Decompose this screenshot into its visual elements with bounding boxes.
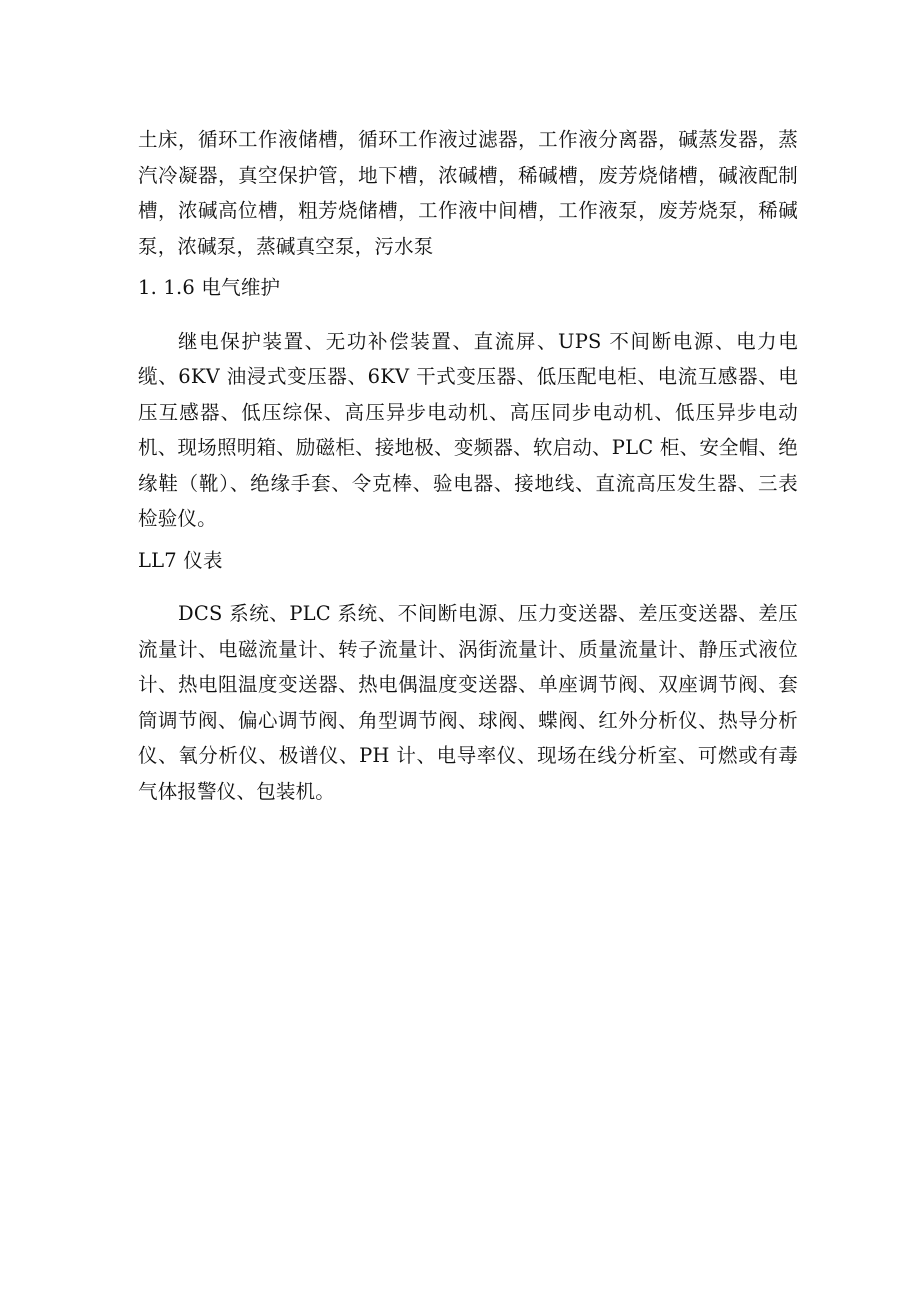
section-heading-electrical-maintenance: 1. 1.6 电气维护: [138, 276, 281, 299]
instruments-paragraph: DCS 系统、PLC 系统、不间断电源、压力变送器、差压变送器、差压流量计、电磁流量计、转子流量计、涡街流量计、质量流量计、静压式液位计、热电阻温度变送器、热电偶温度变送器、单座调节阀、双座调节阀、套筒调节阀、偏心调节阀、角型调节阀、球阀、蝶阀、红外分析仪、热导分析仪、氧分析仪、极谱仪、PH 计、电导率仪、现场在线分析室、可燃或有毒气体报警仪、包装机。: [138, 602, 798, 803]
electrical-maintenance-paragraph: 继电保护装置、无功补偿装置、直流屏、UPS 不间断电源、电力电缆、6KV 油浸式变压器、6KV 干式变压器、低压配电柜、电流互感器、电压互感器、低压综保、高压异步电动机、高压同步电动机、低压异步电动机、现场照明箱、励磁柜、接地极、变频器、软启动、PLC 柜、安全帽、绝缘鞋（靴）、绝缘手套、令克棒、验电器、接地线、直流高压发生器、三表检验仪。: [138, 329, 798, 530]
document-content: [138, 122, 798, 809]
intro-paragraph: 土床，循环工作液储槽，循环工作液过滤器，工作液分离器，碱蒸发器，蒸汽冷凝器，真空保护管，地下槽，浓碱槽，稀碱槽，废芳烧储槽，碱液配制槽，浓碱高位槽，粗芳烧储槽，工作液中间槽，工作液泵，废芳烧泵，稀碱泵，浓碱泵，蒸碱真空泵，污水泵: [138, 128, 798, 258]
section-heading-instruments: LL7 仪表: [138, 548, 223, 572]
